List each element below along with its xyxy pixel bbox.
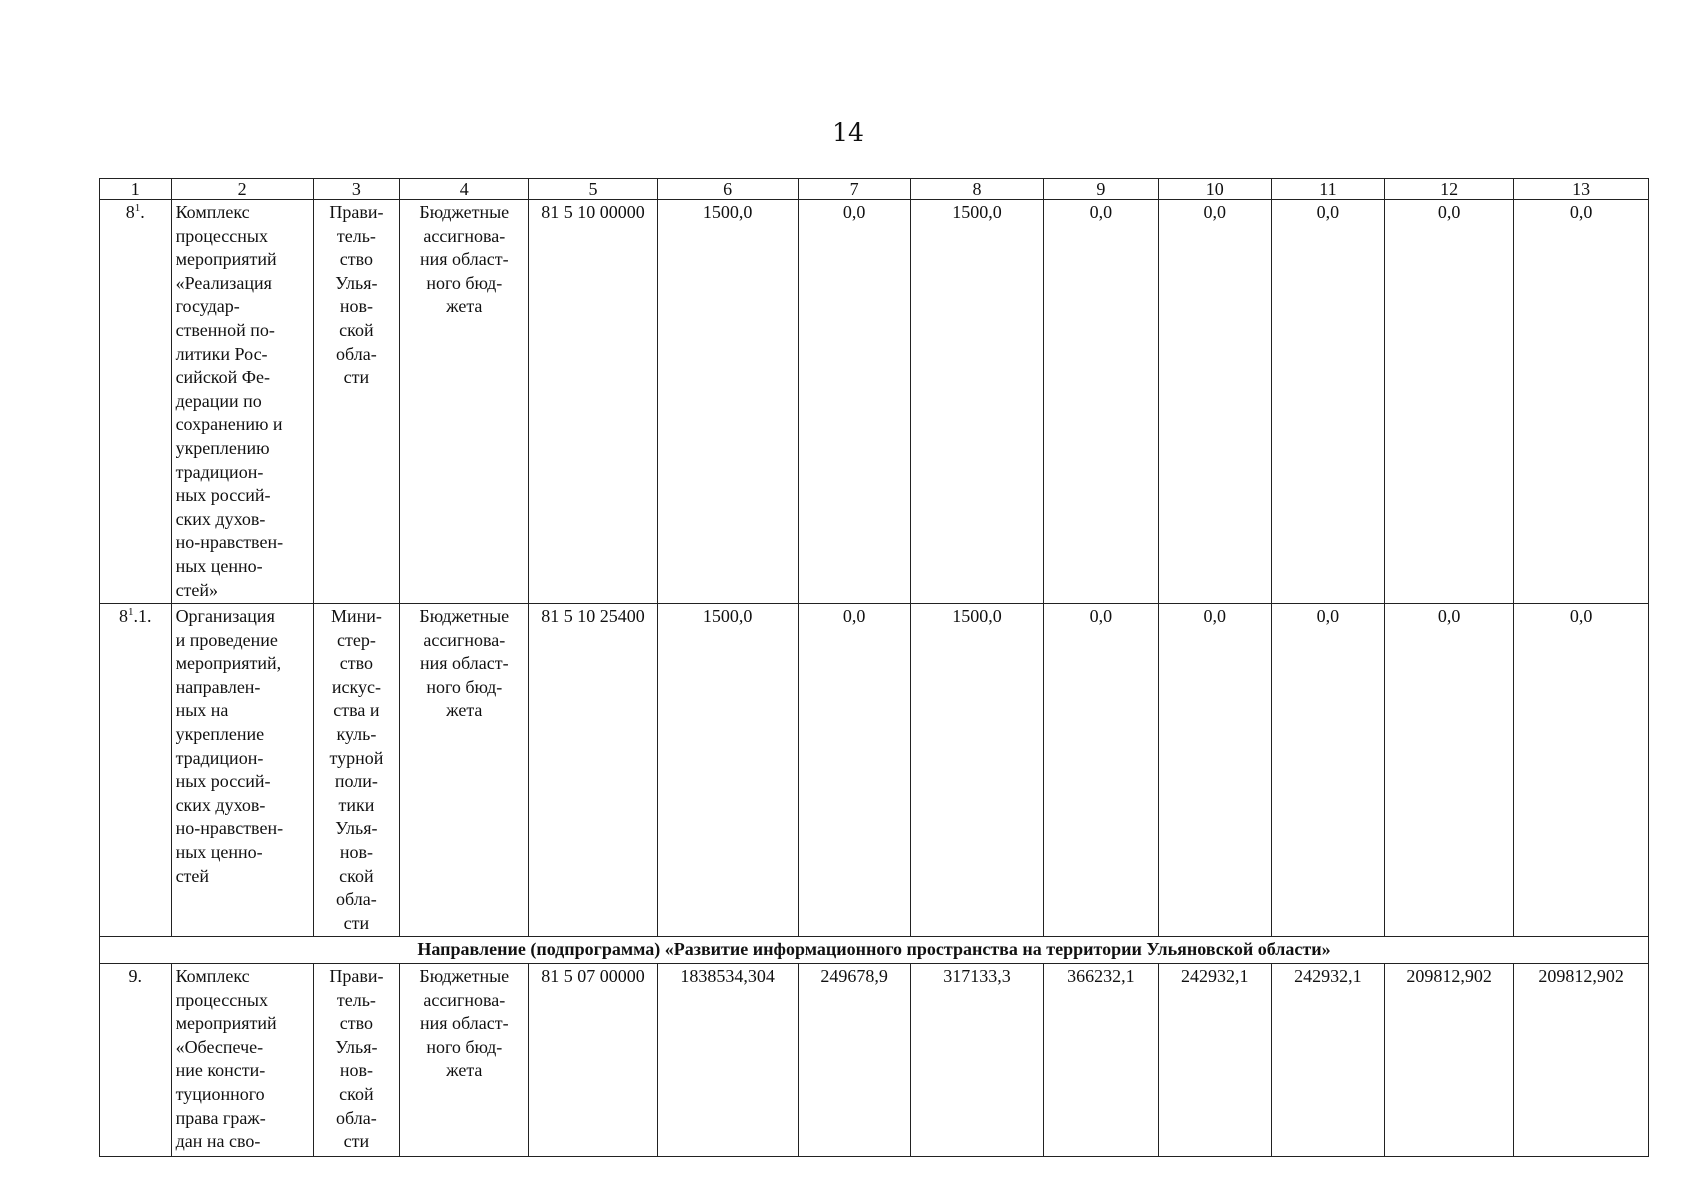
row-funding-source: Бюджетные ассигнова- ния област- ного бюд- жета	[400, 964, 529, 1157]
row-value: 1500,0	[910, 200, 1044, 604]
row-value: 242932,1	[1271, 964, 1384, 1157]
column-number-row	[100, 179, 1649, 200]
row-code: 81 5 10 25400	[529, 604, 657, 937]
row-funding-source: Бюджетные ассигнова- ния област- ного бюд- жета	[400, 604, 529, 937]
row-value: 209812,902	[1514, 964, 1649, 1157]
row-value: 0,0	[1158, 604, 1271, 937]
row-value: 0,0	[1044, 604, 1158, 937]
row-value: 1500,0	[910, 604, 1044, 937]
row-value: 0,0	[1514, 604, 1649, 937]
table-row	[100, 964, 1649, 1157]
column-number: 6	[657, 179, 798, 200]
row-value: 1500,0	[657, 604, 798, 937]
row-number: $8^1$.	[100, 200, 172, 604]
column-number: 8	[910, 179, 1044, 200]
row-value: 0,0	[798, 604, 910, 937]
row-number: $8^1.1$.	[100, 604, 172, 937]
row-executor: Прави- тель- ство Улья- нов- ской обла- сти	[313, 964, 400, 1157]
row-value: 209812,902	[1385, 964, 1514, 1157]
row-value: 1500,0	[657, 200, 798, 604]
column-number: 7	[798, 179, 910, 200]
row-executor: Мини- стер- ство искус- ства и куль- турной поли- тики Улья- нов- ской обла- сти	[313, 604, 400, 937]
row-value: 0,0	[1385, 200, 1514, 604]
row-value: 317133,3	[910, 964, 1044, 1157]
row-code: 81 5 07 00000	[529, 964, 657, 1157]
column-number: 4	[400, 179, 529, 200]
row-executor: Прави- тель- ство Улья- нов- ской обла- сти	[313, 200, 400, 604]
column-number: 10	[1158, 179, 1271, 200]
row-name: Комплекс процессных мероприятий «Реализация государ- ственной по- литики Рос- сийской Фе- дерации по сохранению и укреплению традицион- ных россий- ских духов- но-нравствен- ных ценно- стей»	[171, 200, 313, 604]
section-title: Направление (подпрограмма) «Развитие информационного пространства на территории Ульяновской области»	[100, 937, 1649, 964]
row-name: Комплекс процессных мероприятий «Обеспече- ние консти- туционного права граж- дан на сво-	[171, 964, 313, 1157]
row-number: 9.	[100, 964, 172, 1157]
row-value: 0,0	[1158, 200, 1271, 604]
column-number: 13	[1514, 179, 1649, 200]
row-value: 0,0	[1271, 604, 1384, 937]
row-value: 0,0	[1514, 200, 1649, 604]
page-number: 14	[832, 118, 864, 147]
column-number: 3	[313, 179, 400, 200]
row-value: 1838534,304	[657, 964, 798, 1157]
row-value: 0,0	[1271, 200, 1384, 604]
row-funding-source: Бюджетные ассигнова- ния област- ного бюд- жета	[400, 200, 529, 604]
row-value: 0,0	[798, 200, 910, 604]
column-number: 2	[171, 179, 313, 200]
row-value: 366232,1	[1044, 964, 1158, 1157]
table-row	[100, 200, 1649, 604]
column-number: 11	[1271, 179, 1384, 200]
column-number: 9	[1044, 179, 1158, 200]
table-row	[100, 604, 1649, 937]
column-number: 1	[100, 179, 172, 200]
row-value: 249678,9	[798, 964, 910, 1157]
row-name: Организация и проведение мероприятий, направлен- ных на укрепление традицион- ных россий- ских духов- но-нравствен- ных ценно- стей	[171, 604, 313, 937]
row-value: 242932,1	[1158, 964, 1271, 1157]
column-number: 12	[1385, 179, 1514, 200]
budget-table	[99, 178, 1649, 1157]
section-row	[100, 937, 1649, 964]
column-number: 5	[529, 179, 657, 200]
row-value: 0,0	[1044, 200, 1158, 604]
row-code: 81 5 10 00000	[529, 200, 657, 604]
row-value: 0,0	[1385, 604, 1514, 937]
